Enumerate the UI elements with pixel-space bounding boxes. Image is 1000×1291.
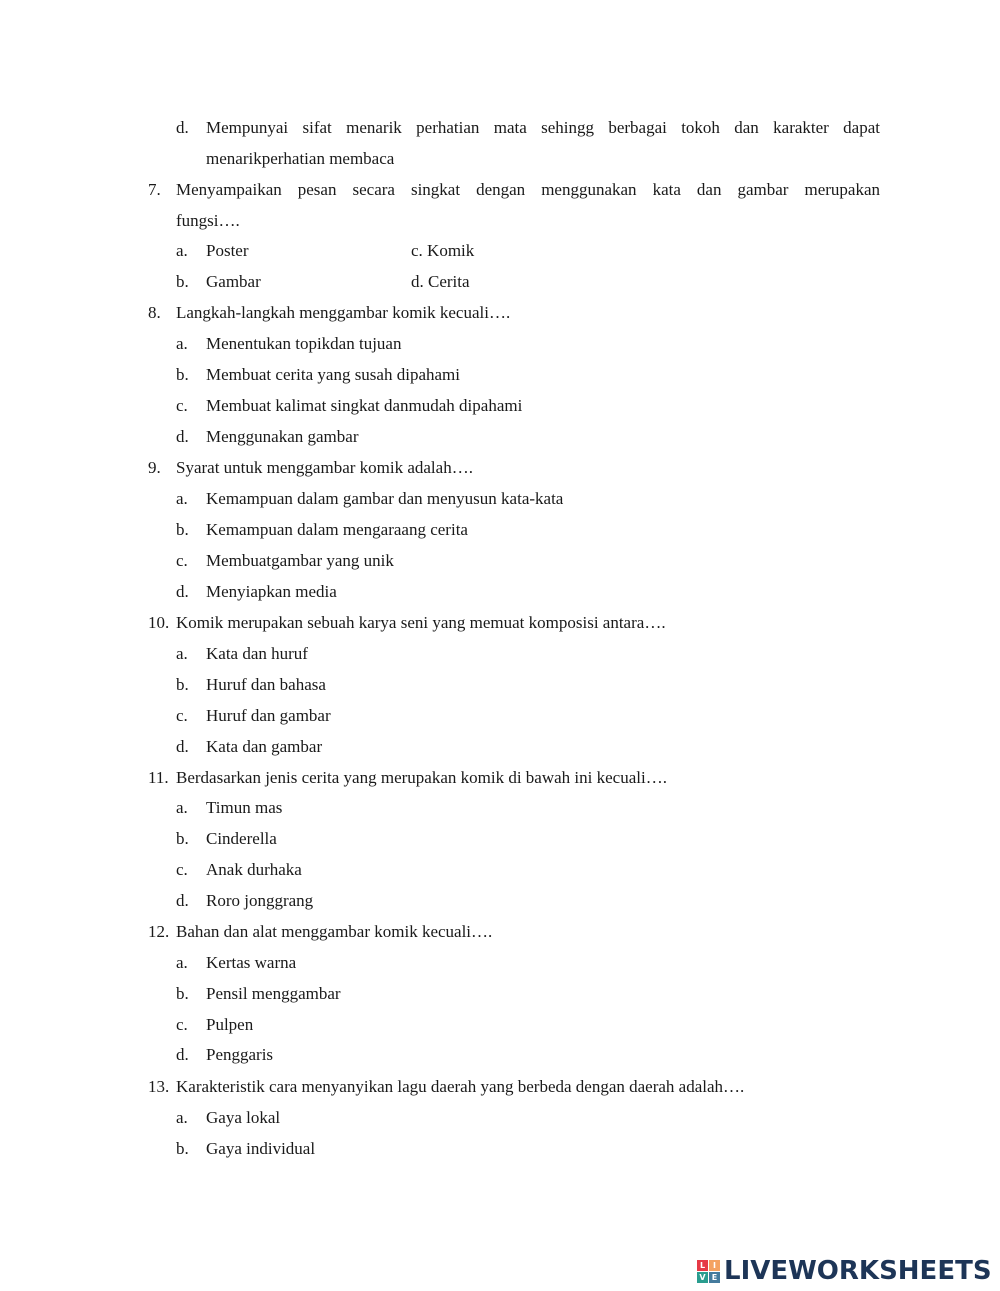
option-letter: a. [176, 953, 188, 972]
option-text: Membuat cerita yang susah dipahami [206, 365, 460, 384]
option-text: Membuatgambar yang unik [206, 551, 394, 570]
question-number: 11. [148, 768, 169, 787]
option-letter: a. [176, 1108, 188, 1127]
option-text: Cinderella [206, 829, 277, 848]
option-letter: d. [176, 1045, 189, 1064]
option-letter: c. [176, 1015, 188, 1034]
option-letter: b. [176, 365, 189, 384]
option-letter: a. [176, 334, 188, 353]
option-letter: d. [176, 427, 189, 446]
option-letter: c. [176, 706, 188, 725]
option-letter: b. [176, 1139, 189, 1158]
question-text: Syarat untuk menggambar komik adalah…. [176, 458, 473, 477]
option-text: Membuat kalimat singkat danmudah dipahami [206, 396, 523, 415]
option-letter: c. [176, 396, 188, 415]
liveworksheets-logo [697, 1256, 992, 1286]
option-text: Roro jonggrang [206, 891, 314, 910]
option-letter: d. [176, 118, 189, 137]
option-text: Menentukan topikdan tujuan [206, 334, 402, 353]
question-text-line1: Menyampaikan pesan secara singkat dengan menggunakan kata dan gambar merupakan [176, 180, 880, 199]
option-text: Poster [206, 241, 249, 260]
option-letter: d. [176, 737, 189, 756]
question-text: Langkah-langkah menggambar komik kecuali…. [176, 303, 511, 322]
option-text: Pensil menggambar [206, 984, 341, 1003]
option-text: Kemampuan dalam mengaraang cerita [206, 520, 468, 539]
option-text: Anak durhaka [206, 860, 302, 879]
option-text: Kertas warna [206, 953, 297, 972]
option-letter: b. [176, 984, 189, 1003]
option-letter: c. [176, 551, 188, 570]
logo-block: L [697, 1260, 708, 1271]
option-letter: a. [176, 798, 188, 817]
option-letter: c. [176, 860, 188, 879]
option-text: Pulpen [206, 1015, 254, 1034]
option-text: Huruf dan bahasa [206, 675, 326, 694]
question-number: 13. [148, 1077, 170, 1096]
option-text: Kemampuan dalam gambar dan menyusun kata-kata [206, 489, 564, 508]
question-number: 7. [148, 180, 161, 199]
option-text: Kata dan huruf [206, 644, 308, 663]
option-text-line1: Mempunyai sifat menarik perhatian mata sehingg berbagai tokoh dan karakter dapat [206, 118, 880, 137]
question-text-line2: fungsi…. [176, 211, 240, 230]
question-text: Bahan dan alat menggambar komik kecuali…. [176, 922, 493, 941]
question-number: 9. [148, 458, 161, 477]
option-text-right: c. Komik [411, 241, 475, 260]
option-letter: d. [176, 582, 189, 601]
option-letter: a. [176, 489, 188, 508]
option-letter: b. [176, 829, 189, 848]
question-number: 10. [148, 613, 170, 632]
option-letter: d. [176, 891, 189, 910]
question-text: Berdasarkan jenis cerita yang merupakan komik di bawah ini kecuali…. [176, 768, 667, 787]
logo-text: LIVEWORKSHEETS [724, 1256, 992, 1286]
option-text: Huruf dan gambar [206, 706, 331, 725]
option-text: Timun mas [206, 798, 283, 817]
option-text: Gaya lokal [206, 1108, 281, 1127]
option-text: Penggaris [206, 1045, 274, 1064]
logo-blocks-icon [697, 1260, 720, 1283]
option-text: Gambar [206, 272, 261, 291]
question-number: 8. [148, 303, 161, 322]
question-text: Komik merupakan sebuah karya seni yang memuat komposisi antara…. [176, 613, 666, 632]
logo-block: V [697, 1272, 708, 1283]
option-text: Menyiapkan media [206, 582, 337, 601]
option-letter: b. [176, 520, 189, 539]
option-text: Gaya individual [206, 1139, 316, 1158]
question-text: Karakteristik cara menyanyikan lagu daerah yang berbeda dengan daerah adalah…. [176, 1077, 745, 1096]
option-letter: a. [176, 644, 188, 663]
option-text: Kata dan gambar [206, 737, 323, 756]
option-letter: a. [176, 241, 188, 260]
option-text: Menggunakan gambar [206, 427, 359, 446]
option-text-line2: menarikperhatian membaca [206, 149, 395, 168]
option-letter: b. [176, 675, 189, 694]
option-letter: b. [176, 272, 189, 291]
logo-block: E [709, 1272, 720, 1283]
option-text-right: d. Cerita [411, 272, 470, 291]
question-number: 12. [148, 922, 170, 941]
logo-block: I [709, 1260, 720, 1271]
